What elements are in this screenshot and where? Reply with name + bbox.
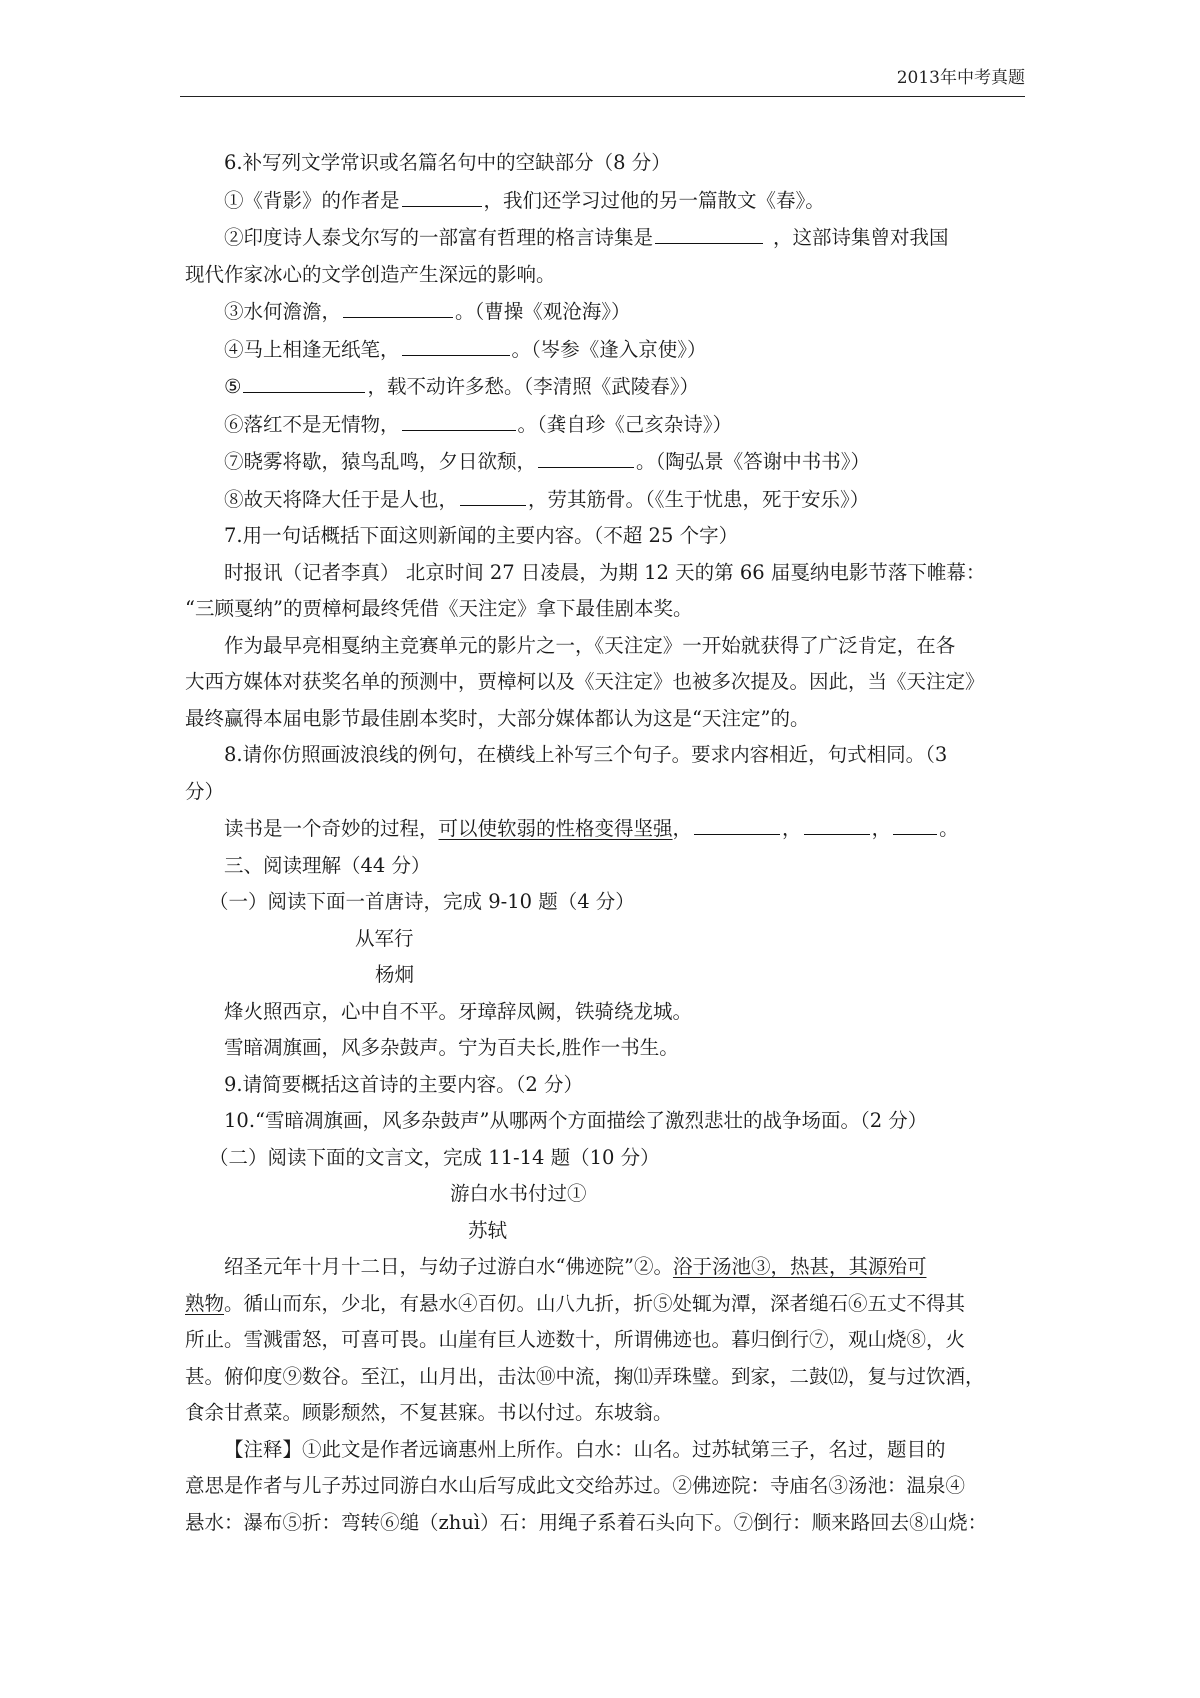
poem-author: 杨炯 — [375, 963, 415, 986]
poem-title: 从军行 — [355, 926, 414, 950]
q6-item-2-cont: 现代作家冰心的文学创造产生深远的影响。 — [185, 262, 556, 286]
answer-blank[interactable] — [804, 810, 870, 835]
q6-title: 6.补写列文学常识或名篇名句中的空缺部分（8 分） — [224, 151, 671, 174]
q7-news-line-4: 大西方媒体对获奖名单的预测中，贾樟柯以及《天注定》也被多次提及。因此，当《天注定》 — [185, 670, 985, 693]
poem-line-1: 烽火照西京，心中自不平。牙璋辞凤阙，铁骑绕龙城。 — [224, 999, 693, 1023]
notes-line-3: 悬水：瀑布⑤折：弯转⑥缒（zhuì）石：用绳子系着石头向下。⑦倒行：顺来路回去⑧山烧： — [185, 1510, 988, 1534]
answer-blank[interactable] — [655, 219, 763, 244]
q7-news-line-5: 最终赢得本届电影节最佳剧本奖时，大部分媒体都认为这是“天注定”的。 — [185, 706, 810, 730]
underlined-sentence: 浴于汤池③，热甚，其源殆可 — [672, 1255, 927, 1278]
classical-text-line-3: 所止。雪溅雷怒，可喜可畏。山崖有巨人迹数十，所谓佛迹也。暮归倒行⑦，观山烧⑧，火 — [185, 1328, 966, 1351]
q8-sentence: 读书是一个奇妙的过程，可以使软弱的性格变得坚强， ， ， 。 — [185, 810, 1025, 848]
classical-text-line-4: 甚。俯仰度⑨数谷。至江，山月出，击汰⑩中流，掬⑾弄珠璧。到家，二鼓⑿，复与过饮酒， — [185, 1364, 985, 1388]
q7-news-line-3: 作为最早亮相戛纳主竞赛单元的影片之一，《天注定》一开始就获得了广泛肯定，在各 — [224, 633, 956, 657]
part2-title: （二）阅读下面的文言文，完成 11-14 题（10 分） — [209, 1145, 660, 1169]
answer-blank[interactable] — [460, 481, 526, 506]
header-title: 2013年中考真题 — [896, 68, 1025, 88]
q8-title-cont: 分） — [185, 779, 225, 803]
exam-content — [185, 145, 1025, 1541]
q6-item-6: ⑥落红不是无情物， 。（龚自珍《己亥杂诗》） — [185, 406, 1025, 444]
q7-news-line-2: “三顾戛纳”的贾樟柯最终凭借《天注定》拿下最佳剧本奖。 — [185, 597, 693, 620]
answer-blank[interactable] — [343, 293, 453, 318]
wavy-example: 可以使软弱的性格变得坚强 — [438, 817, 673, 840]
q6-item-4: ④马上相逢无纸笔， 。（岑参《逢入京使》） — [185, 331, 1025, 369]
q7-news-line-1: 时报讯（记者李真） 北京时间 27 日凌晨，为期 12 天的第 66 届戛纳电影节落下帷幕： — [224, 560, 986, 584]
text-title: 游白水书付过① — [450, 1182, 587, 1205]
notes-line-2: 意思是作者与儿子苏过同游白水山后写成此文交给苏过。②佛迹院：寺庙名③汤池：温泉④ — [185, 1474, 966, 1497]
underlined-sentence-cont: 熟物 — [185, 1291, 225, 1315]
q6-item-1: ①《背影》的作者是 ，我们还学习过他的另一篇散文《春》。 — [185, 182, 1025, 220]
answer-blank[interactable] — [243, 368, 365, 393]
part1-title: （一）阅读下面一首唐诗，完成 9-10 题（4 分） — [209, 890, 635, 913]
answer-blank[interactable] — [538, 443, 634, 468]
section3-title: 三、阅读理解（44 分） — [224, 853, 431, 877]
page-header — [180, 40, 1025, 97]
q7-title: 7.用一句话概括下面这则新闻的主要内容。（不超 25 个字） — [224, 524, 739, 547]
answer-blank[interactable] — [402, 331, 510, 356]
q6-item-5: ⑤ ，载不动许多愁。（李清照《武陵春》） — [185, 368, 1025, 406]
classical-text-line-2: 熟物。循山而东，少北，有悬水④百仞。山八九折，折⑤处辄为潭，深者缒石⑥五丈不得其 — [185, 1291, 966, 1315]
answer-blank[interactable] — [893, 810, 937, 835]
classical-text-line-1: 绍圣元年十月十二日，与幼子过游白水“佛迹院”②。浴于汤池③，热甚，其源殆可 — [224, 1255, 927, 1278]
answer-blank[interactable] — [402, 182, 482, 207]
answer-blank[interactable] — [694, 810, 780, 835]
q6-item-2: ②印度诗人泰戈尔写的一部富有哲理的格言诗集是 ，这部诗集曾对我国 — [185, 219, 1025, 257]
q6-item-3: ③水何澹澹， 。（曹操《观沧海》） — [185, 293, 1025, 331]
poem-line-2: 雪暗凋旗画，风多杂鼓声。宁为百夫长,胜作一书生。 — [224, 1036, 679, 1059]
q10: 10.“雪暗凋旗画，风多杂鼓声”从哪两个方面描绘了激烈悲壮的战争场面。（2 分） — [224, 1109, 928, 1132]
notes-line-1: 【注释】①此文是作者远谪惠州上所作。白水：山名。过苏轼第三子，名过，题目的 — [224, 1437, 946, 1461]
q9: 9.请简要概括这首诗的主要内容。（2 分） — [224, 1072, 583, 1096]
answer-blank[interactable] — [402, 406, 516, 431]
q6-item-8: ⑧故天将降大任于是人也， ，劳其筋骨。（《生于忧患，死于安乐》） — [185, 481, 1025, 519]
q6-item-7: ⑦晓雾将歇，猿鸟乱鸣，夕日欲颓， 。（陶弘景《答谢中书书》） — [185, 443, 1025, 481]
classical-text-line-5: 食余甘煮菜。顾影颓然，不复甚寐。书以付过。东坡翁。 — [185, 1401, 673, 1424]
q8-title: 8.请你仿照画波浪线的例句，在横线上补写三个句子。要求内容相近，句式相同。（3 — [224, 743, 948, 766]
text-author: 苏轼 — [468, 1218, 508, 1242]
